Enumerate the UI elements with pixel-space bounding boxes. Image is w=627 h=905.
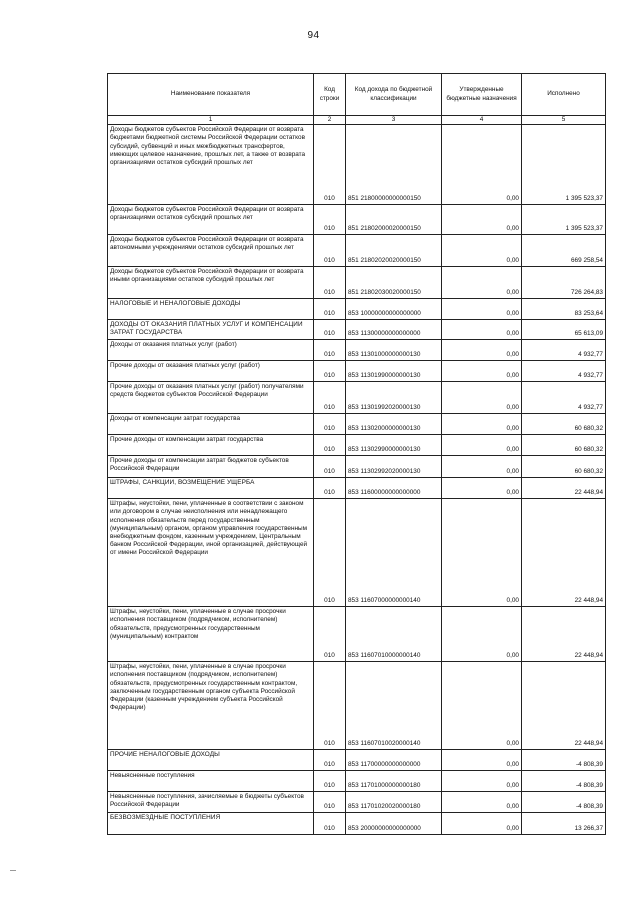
income-code: 853 11607010000000140	[346, 607, 442, 662]
table-row	[108, 267, 606, 299]
row-name: Прочие доходы от компенсации затрат государства	[108, 435, 314, 456]
row-code: 010	[314, 750, 346, 771]
table-row	[108, 435, 606, 456]
table-row	[108, 235, 606, 267]
income-code: 851 21802020020000150	[346, 235, 442, 267]
executed-amount: -4 808,39	[522, 750, 606, 771]
row-name: Доходы бюджетов субъектов Российской Федерации от возврата иными организациями остатков субсидий прошлых лет	[108, 267, 314, 299]
approved-amount: 0,00	[442, 267, 522, 299]
row-code: 010	[314, 607, 346, 662]
approved-amount: 0,00	[442, 607, 522, 662]
header-income-code: Код дохода по бюджетной классификации	[346, 74, 442, 116]
executed-amount: 22 448,94	[522, 499, 606, 607]
executed-amount: 669 258,54	[522, 235, 606, 267]
row-code: 010	[314, 205, 346, 235]
row-name: Штрафы, неустойки, пени, уплаченные в случае просрочки исполнения поставщиком (подрядчиком, исполнителем) обязательств, предусмотренных государственным контрактом, заключенным государственным органом субъекта Российской Федерации (казенным учреждением субъекта Российской Федерации)	[108, 662, 314, 750]
approved-amount: 0,00	[442, 205, 522, 235]
table-row	[108, 382, 606, 414]
table-row	[108, 205, 606, 235]
income-code: 853 11301000000000130	[346, 340, 442, 361]
row-name: НАЛОГОВЫЕ И НЕНАЛОГОВЫЕ ДОХОДЫ	[108, 299, 314, 320]
table-row	[108, 771, 606, 792]
approved-amount: 0,00	[442, 813, 522, 835]
income-code: 853 11301990000000130	[346, 361, 442, 382]
income-code: 851 21802030020000150	[346, 267, 442, 299]
income-code: 853 11300000000000000	[346, 320, 442, 340]
income-code: 853 11301992020000130	[346, 382, 442, 414]
column-number: 3	[346, 116, 442, 125]
executed-amount: 60 680,32	[522, 456, 606, 478]
table-row	[108, 320, 606, 340]
header-name: Наименование показателя	[108, 74, 314, 116]
row-name: Прочие доходы от компенсации затрат бюджетов субъектов Российской Федерации	[108, 456, 314, 478]
income-code: 853 10000000000000000	[346, 299, 442, 320]
row-code: 010	[314, 382, 346, 414]
header-row-code: Код строки	[314, 74, 346, 116]
row-code: 010	[314, 662, 346, 750]
row-name: ШТРАФЫ, САНКЦИИ, ВОЗМЕЩЕНИЕ УЩЕРБА	[108, 478, 314, 499]
row-name: Доходы бюджетов субъектов Российской Федерации от возврата бюджетами бюджетной системы Российской Федерации остатков субсидий, субвенций и иных межбюджетных трансфертов, имеющих целевое назначение, прошлых лет, а также от возврата организациями остатков субсидий прошлых лет	[108, 125, 314, 205]
table-row	[108, 607, 606, 662]
executed-amount: 22 448,94	[522, 662, 606, 750]
column-number: 5	[522, 116, 606, 125]
header-executed: Исполнено	[522, 74, 606, 116]
table-row	[108, 662, 606, 750]
table-row	[108, 792, 606, 813]
executed-amount: 4 932,77	[522, 361, 606, 382]
column-number-row	[108, 116, 606, 125]
table-row	[108, 456, 606, 478]
row-code: 010	[314, 340, 346, 361]
executed-amount: 4 932,77	[522, 340, 606, 361]
row-name: Штрафы, неустойки, пени, уплаченные в случае просрочки исполнения поставщиком (подрядчиком, исполнителем) обязательств, предусмотренных государственным (муниципальным) контрактом	[108, 607, 314, 662]
row-code: 010	[314, 299, 346, 320]
row-name: Невыясненные поступления, зачисляемые в бюджеты субъектов Российской Федерации	[108, 792, 314, 813]
row-code: 010	[314, 499, 346, 607]
budget-execution-table	[107, 73, 606, 835]
executed-amount: 22 448,94	[522, 478, 606, 499]
executed-amount: -4 808,39	[522, 792, 606, 813]
row-name: Доходы бюджетов субъектов Российской Федерации от возврата автономными учреждениями остатков субсидий прошлых лет	[108, 235, 314, 267]
income-code: 853 11607000000000140	[346, 499, 442, 607]
table-row	[108, 414, 606, 435]
header-approved: Утвержденные бюджетные назначения	[442, 74, 522, 116]
row-name: Доходы от оказания платных услуг (работ)	[108, 340, 314, 361]
row-name: БЕЗВОЗМЕЗДНЫЕ ПОСТУПЛЕНИЯ	[108, 813, 314, 835]
approved-amount: 0,00	[442, 299, 522, 320]
row-code: 010	[314, 813, 346, 835]
row-code: 010	[314, 125, 346, 205]
approved-amount: 0,00	[442, 499, 522, 607]
income-code: 853 11700000000000000	[346, 750, 442, 771]
column-number: 1	[108, 116, 314, 125]
header-row	[108, 74, 606, 116]
income-code: 853 11701000000000180	[346, 771, 442, 792]
income-code: 851 21802000020000150	[346, 205, 442, 235]
row-code: 010	[314, 320, 346, 340]
table-row	[108, 499, 606, 607]
executed-amount: 65 613,09	[522, 320, 606, 340]
row-name: ДОХОДЫ ОТ ОКАЗАНИЯ ПЛАТНЫХ УСЛУГ И КОМПЕНСАЦИИ ЗАТРАТ ГОСУДАРСТВА	[108, 320, 314, 340]
income-code: 853 11302990000000130	[346, 435, 442, 456]
income-code: 853 11302000000000130	[346, 414, 442, 435]
executed-amount: 726 264,83	[522, 267, 606, 299]
approved-amount: 0,00	[442, 361, 522, 382]
approved-amount: 0,00	[442, 125, 522, 205]
approved-amount: 0,00	[442, 478, 522, 499]
executed-amount: 4 932,77	[522, 382, 606, 414]
executed-amount: 1 395 523,37	[522, 125, 606, 205]
executed-amount: 13 266,37	[522, 813, 606, 835]
column-number: 4	[442, 116, 522, 125]
table-row	[108, 478, 606, 499]
row-code: 010	[314, 414, 346, 435]
executed-amount: -4 808,39	[522, 771, 606, 792]
row-code: 010	[314, 361, 346, 382]
approved-amount: 0,00	[442, 320, 522, 340]
row-code: 010	[314, 792, 346, 813]
row-name: ПРОЧИЕ НЕНАЛОГОВЫЕ ДОХОДЫ	[108, 750, 314, 771]
row-code: 010	[314, 267, 346, 299]
table-row	[108, 299, 606, 320]
table-row	[108, 750, 606, 771]
row-code: 010	[314, 456, 346, 478]
row-code: 010	[314, 478, 346, 499]
row-name: Доходы от компенсации затрат государства	[108, 414, 314, 435]
income-code: 853 11607010020000140	[346, 662, 442, 750]
table-row	[108, 361, 606, 382]
approved-amount: 0,00	[442, 662, 522, 750]
column-number: 2	[314, 116, 346, 125]
scan-mark	[10, 870, 16, 871]
executed-amount: 60 680,32	[522, 435, 606, 456]
approved-amount: 0,00	[442, 235, 522, 267]
table-row	[108, 340, 606, 361]
approved-amount: 0,00	[442, 340, 522, 361]
row-name: Доходы бюджетов субъектов Российской Федерации от возврата организациями остатков субсидий прошлых лет	[108, 205, 314, 235]
approved-amount: 0,00	[442, 750, 522, 771]
approved-amount: 0,00	[442, 456, 522, 478]
row-name: Штрафы, неустойки, пени, уплаченные в соответствии с законом или договором в случае неисполнения или ненадлежащего исполнения обязательств перед государственным (муниципальным) органом, органом управления государственным внебюджетным фондом, казенным учреждением, Центральным банком Российской Федерации, иной организацией, действующей от имени Российской Федерации	[108, 499, 314, 607]
approved-amount: 0,00	[442, 382, 522, 414]
row-code: 010	[314, 435, 346, 456]
table-row	[108, 813, 606, 835]
approved-amount: 0,00	[442, 435, 522, 456]
approved-amount: 0,00	[442, 771, 522, 792]
row-name: Невыясненные поступления	[108, 771, 314, 792]
executed-amount: 22 448,94	[522, 607, 606, 662]
row-code: 010	[314, 771, 346, 792]
row-name: Прочие доходы от оказания платных услуг (работ)	[108, 361, 314, 382]
executed-amount: 60 680,32	[522, 414, 606, 435]
executed-amount: 1 395 523,37	[522, 205, 606, 235]
income-code: 853 11600000000000000	[346, 478, 442, 499]
income-code: 853 11701020020000180	[346, 792, 442, 813]
income-code: 853 20000000000000000	[346, 813, 442, 835]
row-code: 010	[314, 235, 346, 267]
executed-amount: 83 253,64	[522, 299, 606, 320]
row-name: Прочие доходы от оказания платных услуг (работ) получателями средств бюджетов субъектов Российской Федерации	[108, 382, 314, 414]
page-number: 94	[307, 30, 320, 41]
income-code: 853 11302992020000130	[346, 456, 442, 478]
approved-amount: 0,00	[442, 414, 522, 435]
table-row	[108, 125, 606, 205]
approved-amount: 0,00	[442, 792, 522, 813]
income-code: 851 21800000000000150	[346, 125, 442, 205]
